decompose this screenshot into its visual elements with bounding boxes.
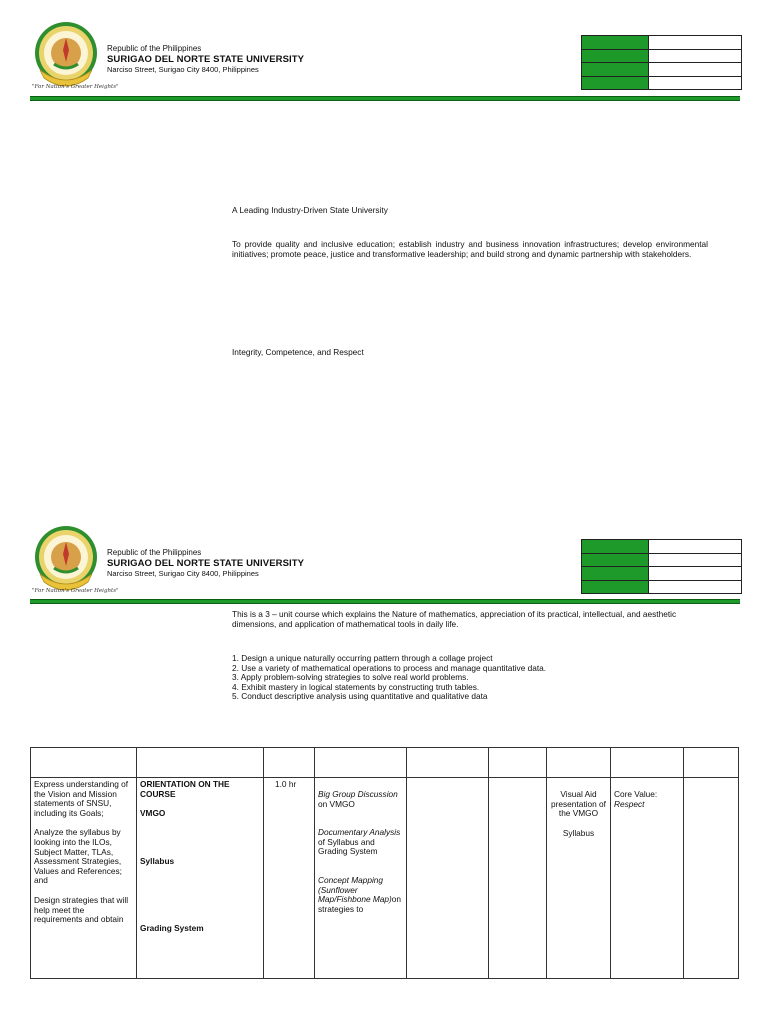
republic-label: Republic of the Philippines: [107, 548, 202, 557]
course-outcomes-list: [232, 654, 546, 702]
header-cell: [137, 748, 264, 778]
header-cell: [407, 748, 489, 778]
header-cell: [547, 748, 611, 778]
core-value-label: Core Value:: [614, 789, 658, 799]
empty-cell: [489, 778, 547, 979]
resource-item: Syllabus: [562, 827, 595, 838]
time-allotment: 1.0 hr: [275, 779, 297, 789]
header-cell: [31, 748, 137, 778]
topic-title: VMGO: [140, 808, 166, 819]
page-header: [0, 524, 768, 604]
values-cell: [611, 778, 684, 979]
activity-item: Concept Mapping (Sunflower Map/Fishbone Map)on strategies to: [318, 874, 402, 914]
motto: "For Nation's Greater Heights": [32, 588, 119, 594]
empty-cell: [684, 778, 739, 979]
university-name: SURIGAO DEL NORTE STATE UNIVERSITY: [107, 54, 305, 65]
outcome-item: 4. Exhibit mastery in logical statements by constructing truth tables.: [232, 681, 480, 692]
mission-text: To provide quality and inclusive education; establish industry and business innovation infrastructures; develop environmental initiatives; promote peace, justice and transformative leadership; and build strong and dynamic partnership with stakeholders.: [232, 239, 708, 259]
resource-item: Visual Aid presentation of the VMGO: [551, 789, 606, 819]
core-value: Respect: [614, 798, 645, 809]
activities-cell: [315, 778, 407, 979]
core-values-text: Integrity, Competence, and Respect: [232, 347, 364, 357]
course-description: This is a 3 – unit course which explains the Nature of mathematics, appreciation of its practical, intellectual, and aesthetic dimensions, and application of mathematical tools in daily life.: [232, 609, 677, 629]
document-code-table: [581, 35, 742, 90]
header-cell: [611, 748, 684, 778]
university-address: Narciso Street, Surigao City 8400, Philippines: [107, 65, 259, 74]
topic-title: Syllabus: [140, 855, 175, 866]
topic-title: ORIENTATION ON THE COURSE: [140, 779, 230, 799]
header-divider: [30, 599, 740, 604]
header-divider: [30, 96, 740, 101]
outcomes-cell: [31, 778, 137, 979]
header-cell: [684, 748, 739, 778]
page-header: [0, 20, 768, 100]
university-info: [107, 548, 304, 579]
university-name: SURIGAO DEL NORTE STATE UNIVERSITY: [107, 558, 305, 569]
motto: "For Nation's Greater Heights": [32, 84, 119, 90]
header-cell: [489, 748, 547, 778]
outcome-item: 2. Use a variety of mathematical operations to process and manage quantitative data.: [232, 662, 547, 673]
activity-item: Documentary Analysis of Syllabus and Grading System: [318, 827, 401, 857]
time-cell: [264, 778, 315, 979]
table-row: [31, 778, 739, 979]
republic-label: Republic of the Philippines: [107, 44, 202, 53]
university-seal-logo: [30, 20, 102, 92]
outcome-item: 3. Apply problem-solving strategies to solve real world problems.: [232, 672, 469, 683]
resources-cell: [547, 778, 611, 979]
university-seal-logo: [30, 524, 102, 596]
outcome-text: Design strategies that will help meet the requirements and obtain: [34, 894, 129, 925]
outcome-text: Express understanding of the Vision and Mission statements of SNSU, including its Goals;: [34, 779, 129, 818]
university-address: Narciso Street, Surigao City 8400, Philippines: [107, 569, 259, 578]
header-cell: [315, 748, 407, 778]
topics-cell: [137, 778, 264, 979]
outcome-text: Analyze the syllabus by looking into the ILOs, Subject Matter, TLAs, Assessment Strategies, Values and References; and: [34, 827, 122, 886]
outcome-item: 1. Design a unique naturally occurring pattern through a collage project: [232, 653, 493, 663]
syllabus-table: [30, 747, 739, 979]
table-header-row: [31, 748, 739, 778]
topic-title: Grading System: [140, 923, 204, 934]
activity-item: Big Group Discussion on VMGO: [318, 789, 398, 809]
vision-text: A Leading Industry-Driven State University: [232, 205, 388, 215]
document-code-table: [581, 539, 742, 594]
university-info: [107, 44, 304, 75]
outcome-item: 5. Conduct descriptive analysis using quantitative and qualitative data: [232, 691, 488, 702]
empty-cell: [407, 778, 489, 979]
header-cell: [264, 748, 315, 778]
